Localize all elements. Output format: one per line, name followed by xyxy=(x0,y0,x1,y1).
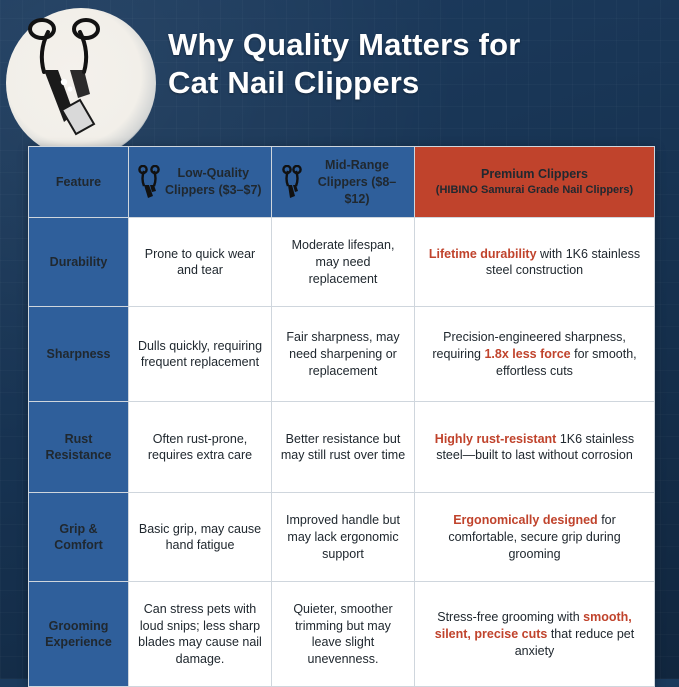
cell-premium-durability xyxy=(415,218,655,307)
table-row xyxy=(29,493,655,582)
page-title-line-1: Why Quality Matters for xyxy=(168,27,521,62)
table-row xyxy=(29,307,655,402)
cell-low-durability: Prone to quick wear and tear xyxy=(129,218,272,307)
cell-mid-sharpness: Fair sharpness, may need sharpening or replacement xyxy=(272,307,415,402)
cell-premium-sharpness xyxy=(415,307,655,402)
cell-premium-rust-highlight: Highly rust-resistant xyxy=(434,431,557,446)
nail-clipper-scissors-icon xyxy=(18,18,146,146)
table-row xyxy=(29,218,655,307)
cell-low-sharpness: Dulls quickly, requiring frequent replacement xyxy=(129,307,272,402)
cell-premium-rust-rest: 1K6 stainless steel—built to last without corrosion xyxy=(436,431,635,463)
cell-mid-durability: Moderate lifespan, may need replacement xyxy=(272,218,415,307)
cell-premium-grip-comfort xyxy=(415,493,655,582)
cell-low-rust-resistance: Often rust-prone, requires extra care xyxy=(129,402,272,493)
row-feature-sharpness: Sharpness xyxy=(29,307,129,402)
clipper-mini-icon-low xyxy=(137,165,161,199)
cell-premium-durability-rest: with 1K6 stainless steel construction xyxy=(485,246,641,278)
row-feature-grip-comfort: Grip & Comfort xyxy=(29,493,129,582)
column-header-feature: Feature xyxy=(29,147,129,218)
clipper-mini-icon-mid xyxy=(280,165,304,199)
column-header-premium-line-1: Premium Clippers xyxy=(481,167,588,182)
cell-mid-grip-comfort: Improved handle but may lack ergonomic support xyxy=(272,493,415,582)
row-feature-rust-resistance: Rust Resistance xyxy=(29,402,129,493)
cell-premium-grip-rest: for comfortable, secure grip during grooming xyxy=(448,513,621,561)
cell-mid-rust-resistance: Better resistance but may still rust over time xyxy=(272,402,415,493)
cell-premium-grooming-highlight: smooth, silent, precise cuts xyxy=(434,610,632,641)
row-feature-durability: Durability xyxy=(29,218,129,307)
cell-premium-grooming-rest: that reduce pet anxiety xyxy=(514,626,635,658)
column-header-low-line-2: Clippers ($3–$7) xyxy=(165,183,262,198)
cell-premium-rust-resistance xyxy=(415,402,655,493)
column-header-mid-range xyxy=(272,147,415,218)
cell-premium-durability-highlight: Lifetime durability xyxy=(428,246,537,261)
cell-premium-grip-highlight: Ergonomically designed xyxy=(453,513,598,528)
cell-premium-grooming-pre: Stress-free grooming with xyxy=(437,610,584,625)
column-header-premium xyxy=(415,147,655,218)
page-title xyxy=(168,26,668,102)
column-header-premium-line-2: (HIBINO Samurai Grade Nail Clippers) xyxy=(435,184,634,197)
cell-mid-grooming-experience: Quieter, smoother trimming but may leave slight unevenness. xyxy=(272,582,415,687)
column-header-low-quality xyxy=(129,147,272,218)
table-header-row xyxy=(29,147,655,218)
row-feature-grooming-experience: Grooming Experience xyxy=(29,582,129,687)
page-title-line-2: Cat Nail Clippers xyxy=(168,64,420,100)
column-header-mid-line-2: Clippers ($8–$12) xyxy=(317,174,397,206)
cell-premium-grooming-experience xyxy=(415,582,655,687)
table-row xyxy=(29,402,655,493)
cell-premium-sharpness-pre: Precision-engineered sharpness, requiring xyxy=(432,330,626,361)
table-row xyxy=(29,582,655,687)
cell-low-grip-comfort: Basic grip, may cause hand fatigue xyxy=(129,493,272,582)
comparison-table xyxy=(28,146,655,687)
column-header-mid-line-1: Mid-Range xyxy=(325,158,389,172)
cell-premium-sharpness-highlight: 1.8x less force xyxy=(484,346,571,361)
column-header-low-line-1: Low-Quality xyxy=(177,166,250,181)
cell-low-grooming-experience: Can stress pets with loud snips; less sharp blades may cause nail damage. xyxy=(129,582,272,687)
cell-premium-sharpness-rest: for smooth, effortless cuts xyxy=(496,346,637,378)
